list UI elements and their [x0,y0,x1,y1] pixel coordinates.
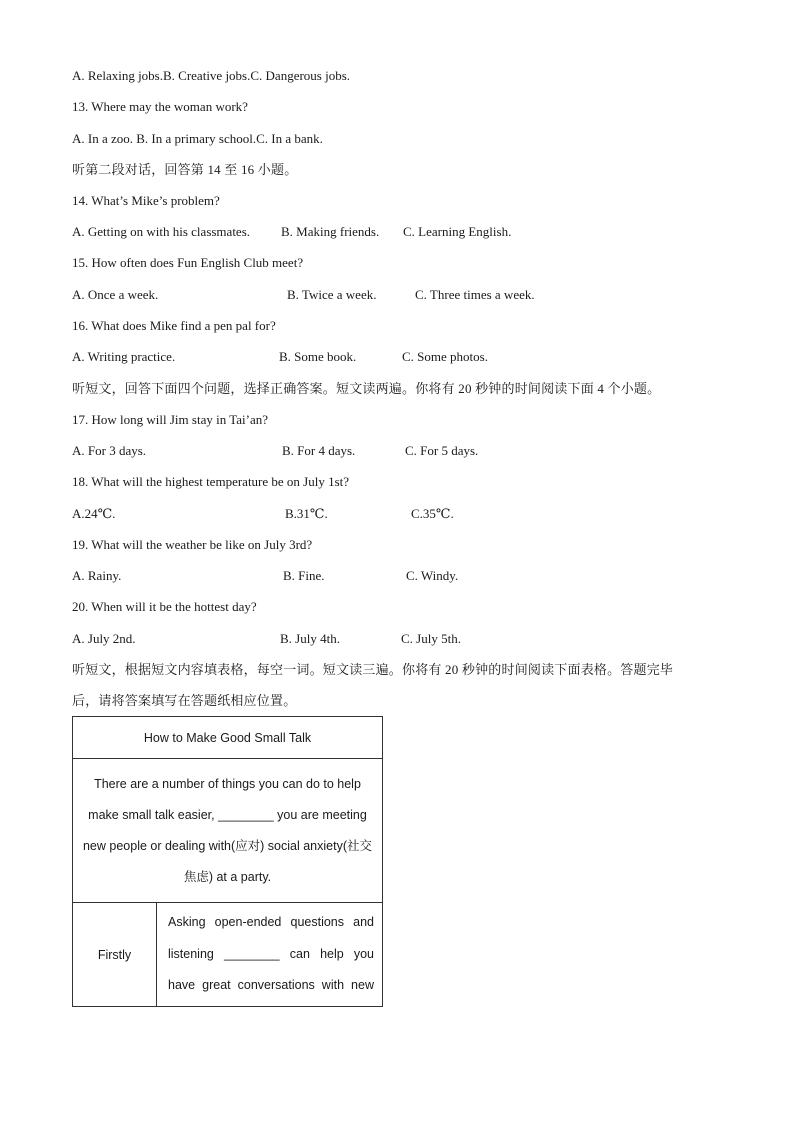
row-text-line: listening ________ can help you [168,946,374,961]
q17-option-c: C. For 5 days. [405,443,479,458]
section-4-instructions-line-1: 听短文，根据短文内容填表格，每空一词。短文读三遍。你将有 20 秒钟的时间阅读下面表格。答题完毕 [72,662,674,677]
section-2-instructions: 听第二段对话，回答第 14 至 16 小题。 [72,162,298,177]
q20-option-a: A. July 2nd. [72,631,136,646]
section-4-instructions-line-2: 后，请将答案填写在答题纸相应位置。 [72,693,297,708]
q14-option-a: A. Getting on with his classmates. [72,224,251,239]
table-row [73,717,383,759]
question-17: 17. How long will Jim stay in Tai’an? [72,412,268,427]
q15-option-c: C. Three times a week. [415,287,535,302]
question-15: 15. How often does Fun English Club meet? [72,255,304,270]
q12-options: A. Relaxing jobs.B. Creative jobs.C. Dangerous jobs. [72,68,351,83]
row-text-line: Asking open-ended questions and [168,915,374,930]
question-13: 13. Where may the woman work? [72,99,248,114]
question-14: 14. What’s Mike’s problem? [72,193,220,208]
question-18: 18. What will the highest temperature be on July 1st? [72,474,350,489]
row-label-firstly: Firstly [73,903,157,1007]
q17-option-a: A. For 3 days. [72,443,147,458]
table-row [73,903,383,1007]
q15-option-b: B. Twice a week. [287,287,377,302]
q16-option-c: C. Some photos. [402,349,488,364]
q18-option-c: C.35℃. [411,506,454,521]
question-19: 19. What will the weather be like on July 3rd? [72,537,313,552]
q14-option-b: B. Making friends. [281,224,380,239]
q17-option-b: B. For 4 days. [282,443,356,458]
question-20: 20. When will it be the hottest day? [72,599,257,614]
q16-option-b: B. Some book. [279,349,357,364]
q20-option-b: B. July 4th. [280,631,340,646]
table-intro: There are a number of things you can do to help make small talk easier, ________ you are meeting new people or dealing with(应对) social anxiety(社交焦虑) at a party. [73,759,383,903]
section-3-instructions: 听短文，回答下面四个问题，选择正确答案。短文读两遍。你将有 20 秒钟的时间阅读下面 4 个小题。 [72,381,661,396]
q13-options: A. In a zoo. B. In a primary school.C. In a bank. [72,131,323,146]
q20-option-c: C. July 5th. [401,631,461,646]
q18-option-b: B.31℃. [285,506,328,521]
table-row [73,759,383,903]
q16-option-a: A. Writing practice. [72,349,176,364]
question-16: 16. What does Mike find a pen pal for? [72,318,276,333]
q18-option-a: A.24℃. [72,506,116,521]
q19-option-c: C. Windy. [406,568,459,583]
q14-option-c: C. Learning English. [403,224,512,239]
row-text-firstly [157,903,383,1007]
table-title: How to Make Good Small Talk [73,717,383,759]
row-text-line: have great conversations with new [168,978,374,993]
q19-option-a: A. Rainy. [72,568,122,583]
q19-option-b: B. Fine. [283,568,325,583]
small-talk-table [72,716,383,1007]
q15-option-a: A. Once a week. [72,287,159,302]
